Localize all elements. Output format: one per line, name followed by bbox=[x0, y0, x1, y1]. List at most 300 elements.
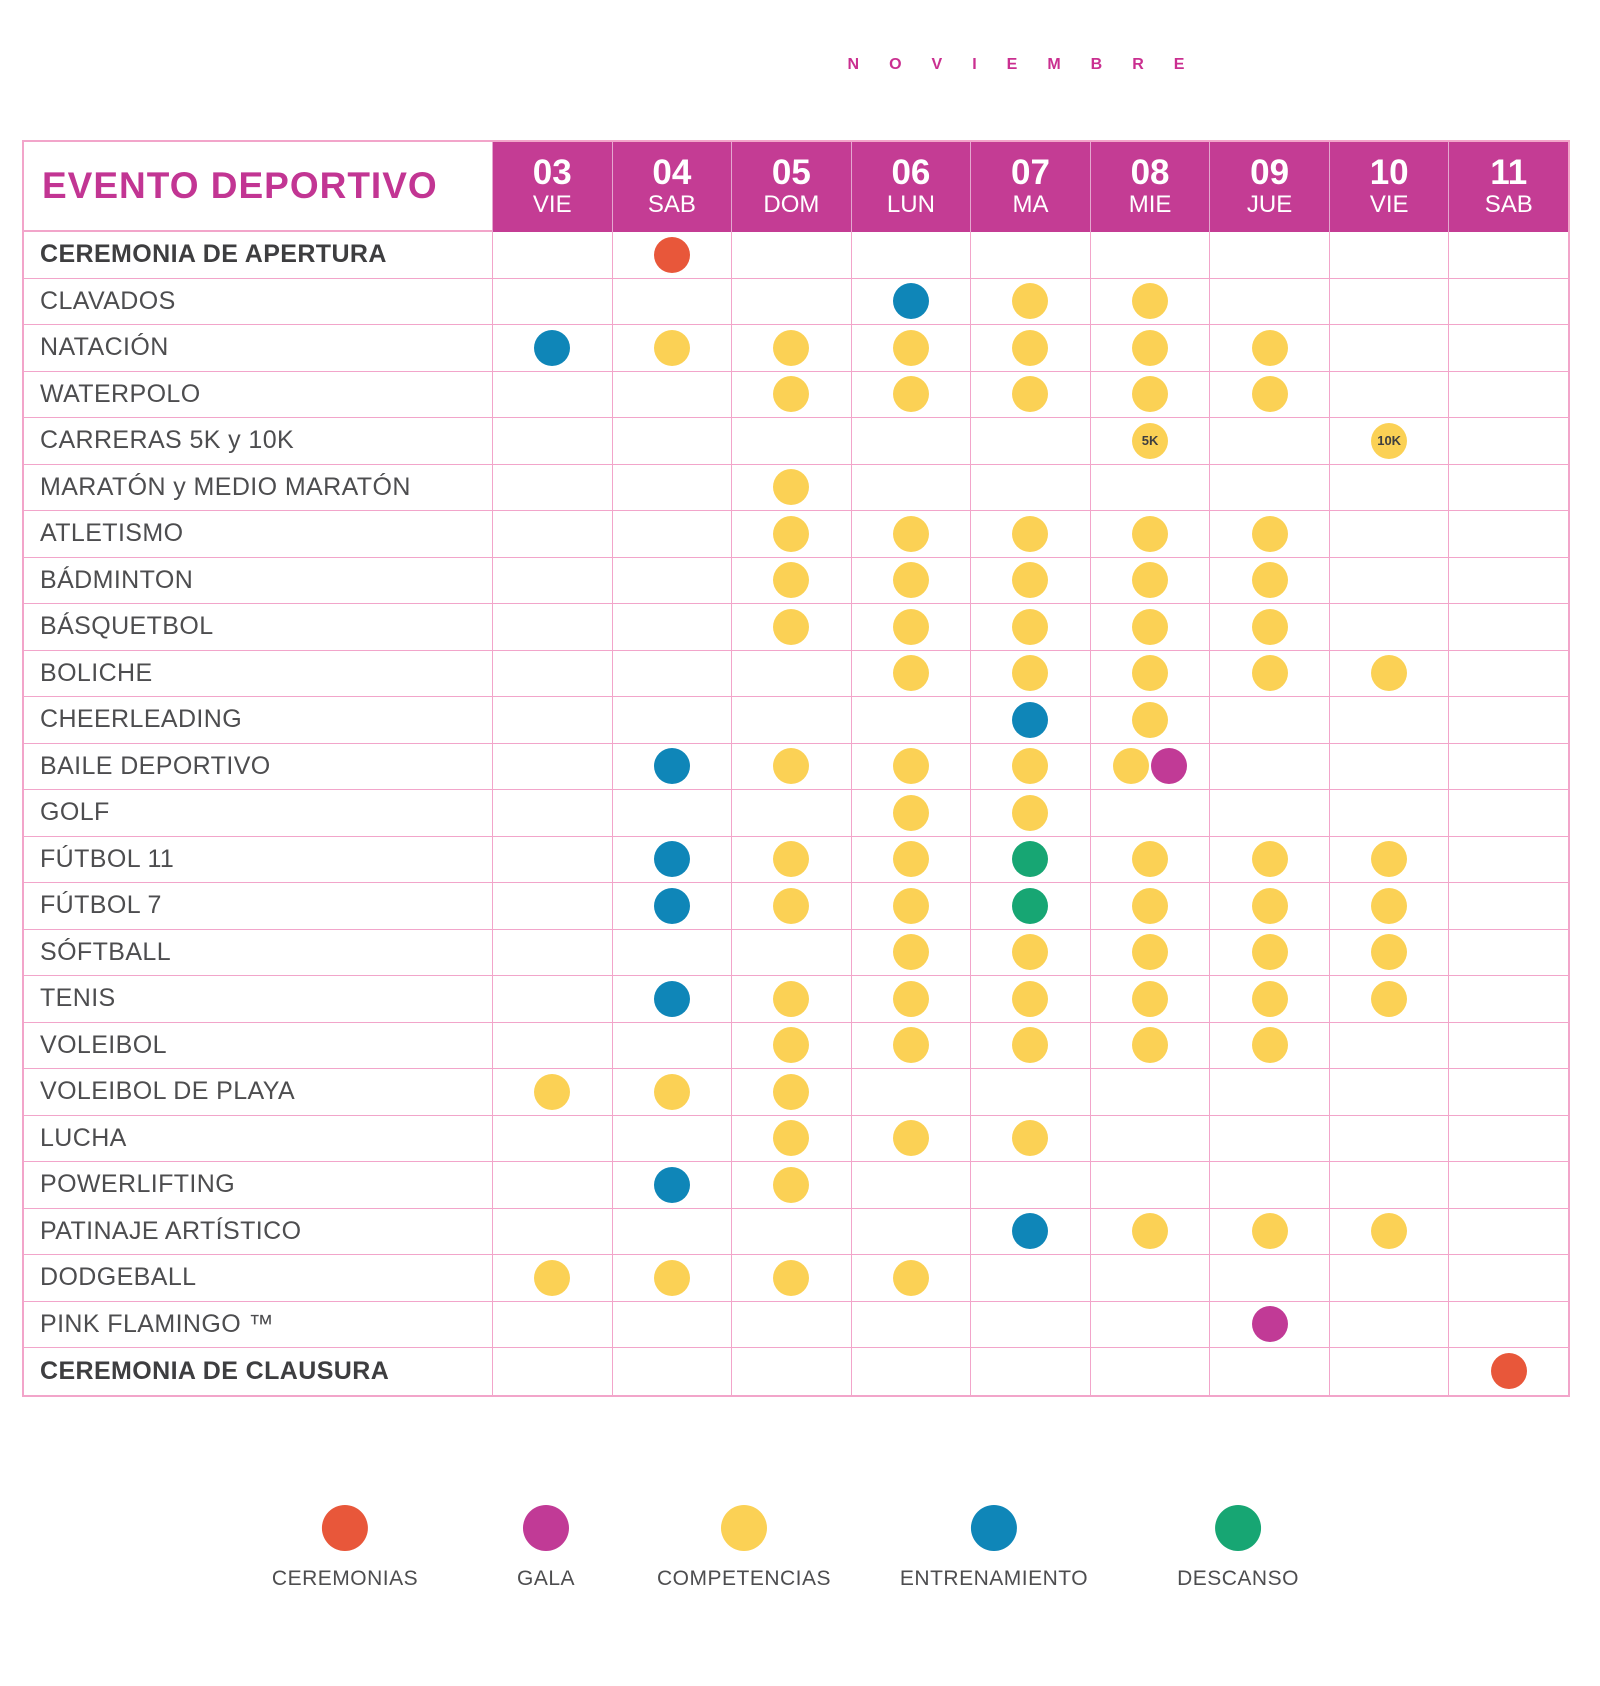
legend-item-entrenamiento bbox=[900, 1505, 1088, 1591]
row-label: LUCHA bbox=[24, 1116, 492, 1163]
day-cell bbox=[492, 279, 612, 326]
competencia-dot bbox=[1132, 376, 1168, 412]
day-cell bbox=[612, 325, 732, 372]
day-cell bbox=[1329, 1162, 1449, 1209]
competencia-dot bbox=[893, 655, 929, 691]
competencia-dot bbox=[1132, 841, 1168, 877]
day-cell bbox=[1209, 790, 1329, 837]
day-cell bbox=[1090, 232, 1210, 279]
competencia-dot bbox=[1371, 841, 1407, 877]
day-of-week: SAB bbox=[1484, 191, 1533, 219]
day-cell bbox=[1209, 232, 1329, 279]
day-cell bbox=[970, 1302, 1090, 1349]
day-cell bbox=[1090, 697, 1210, 744]
table-row bbox=[24, 1348, 1568, 1395]
day-cell bbox=[731, 604, 851, 651]
row-label: VOLEIBOL DE PLAYA bbox=[24, 1069, 492, 1116]
day-cell bbox=[612, 790, 732, 837]
day-cell bbox=[1448, 558, 1568, 605]
competencia-dot bbox=[773, 376, 809, 412]
day-cell bbox=[1448, 1162, 1568, 1209]
day-cell bbox=[851, 1116, 971, 1163]
day-cell bbox=[1329, 558, 1449, 605]
day-cell bbox=[1329, 976, 1449, 1023]
competencia-dot bbox=[534, 1260, 570, 1296]
competencia-legend-dot bbox=[721, 1505, 767, 1551]
competencia-dot: 10K bbox=[1371, 423, 1407, 459]
competencia-dot bbox=[773, 748, 809, 784]
day-cell bbox=[851, 1162, 971, 1209]
day-cell bbox=[731, 744, 851, 791]
day-cell bbox=[970, 1023, 1090, 1070]
day-of-week: MA bbox=[1012, 191, 1049, 219]
day-cell bbox=[851, 837, 971, 884]
competencia-dot bbox=[1252, 330, 1288, 366]
day-cell bbox=[1209, 325, 1329, 372]
row-label: MARATÓN y MEDIO MARATÓN bbox=[24, 465, 492, 512]
competencia-dot bbox=[773, 1260, 809, 1296]
table-row bbox=[24, 651, 1568, 698]
row-label: SÓFTBALL bbox=[24, 930, 492, 977]
day-cell bbox=[731, 1069, 851, 1116]
day-cell bbox=[1448, 1209, 1568, 1256]
day-cell bbox=[1209, 1069, 1329, 1116]
day-cell bbox=[970, 279, 1090, 326]
competencia-dot bbox=[1132, 330, 1168, 366]
day-cell bbox=[731, 418, 851, 465]
day-cell bbox=[731, 1302, 851, 1349]
day-cell bbox=[851, 511, 971, 558]
competencia-dot bbox=[1371, 934, 1407, 970]
day-cell bbox=[1448, 837, 1568, 884]
day-cell bbox=[1209, 372, 1329, 419]
legend-label: CEREMONIAS bbox=[271, 1567, 419, 1590]
day-cell bbox=[612, 1023, 732, 1070]
day-cell bbox=[1329, 930, 1449, 977]
row-label: BÁDMINTON bbox=[24, 558, 492, 605]
day-cell bbox=[1329, 604, 1449, 651]
day-header-05 bbox=[731, 142, 851, 232]
day-cell bbox=[612, 883, 732, 930]
day-cell bbox=[1209, 1302, 1329, 1349]
day-cell bbox=[731, 976, 851, 1023]
day-cell bbox=[1448, 930, 1568, 977]
competencia-dot bbox=[773, 562, 809, 598]
day-cell bbox=[492, 837, 612, 884]
competencia-dot bbox=[893, 795, 929, 831]
legend-label: GALA bbox=[516, 1567, 576, 1590]
day-cell bbox=[1329, 1116, 1449, 1163]
day-cell bbox=[970, 1348, 1090, 1395]
row-label: BOLICHE bbox=[24, 651, 492, 698]
day-header-11 bbox=[1448, 142, 1568, 232]
day-number: 09 bbox=[1250, 153, 1290, 193]
row-label: WATERPOLO bbox=[24, 372, 492, 419]
competencia-dot bbox=[893, 841, 929, 877]
day-cell bbox=[1448, 651, 1568, 698]
day-of-week: DOM bbox=[763, 191, 820, 219]
day-cell bbox=[1090, 1023, 1210, 1070]
competencia-dot bbox=[1252, 376, 1288, 412]
row-label: CARRERAS 5K y 10K bbox=[24, 418, 492, 465]
day-cell bbox=[1329, 279, 1449, 326]
day-cell bbox=[1209, 279, 1329, 326]
day-cell bbox=[492, 790, 612, 837]
day-cell bbox=[492, 744, 612, 791]
day-cell bbox=[851, 1069, 971, 1116]
day-cell bbox=[1209, 697, 1329, 744]
competencia-dot bbox=[534, 1074, 570, 1110]
day-cell bbox=[970, 511, 1090, 558]
row-label: ATLETISMO bbox=[24, 511, 492, 558]
table-row bbox=[24, 1116, 1568, 1163]
day-cell bbox=[731, 1209, 851, 1256]
competencia-dot bbox=[1012, 934, 1048, 970]
competencia-dot bbox=[893, 888, 929, 924]
table-row bbox=[24, 465, 1568, 512]
entrenamiento-dot bbox=[893, 283, 929, 319]
day-cell bbox=[1209, 1209, 1329, 1256]
day-cell bbox=[1448, 1255, 1568, 1302]
day-cell bbox=[1329, 1209, 1449, 1256]
competencia-dot bbox=[773, 841, 809, 877]
day-cell bbox=[612, 604, 732, 651]
competencia-dot bbox=[1132, 609, 1168, 645]
competencia-dot bbox=[654, 1074, 690, 1110]
day-cell bbox=[851, 1348, 971, 1395]
day-header-03 bbox=[492, 142, 612, 232]
day-cell bbox=[612, 232, 732, 279]
day-number: 11 bbox=[1490, 153, 1528, 193]
day-of-week: MIE bbox=[1128, 191, 1172, 219]
day-cell bbox=[1329, 1348, 1449, 1395]
day-cell bbox=[731, 232, 851, 279]
day-cell bbox=[492, 511, 612, 558]
day-cell bbox=[1090, 744, 1210, 791]
row-label: PATINAJE ARTÍSTICO bbox=[24, 1209, 492, 1256]
day-cell bbox=[731, 930, 851, 977]
day-cell bbox=[1209, 1116, 1329, 1163]
day-cell bbox=[970, 465, 1090, 512]
entrenamiento-dot bbox=[534, 330, 570, 366]
competencia-dot bbox=[1252, 609, 1288, 645]
day-cell bbox=[612, 1162, 732, 1209]
table-row bbox=[24, 279, 1568, 326]
day-cell bbox=[1090, 651, 1210, 698]
row-label: DODGEBALL bbox=[24, 1255, 492, 1302]
day-cell bbox=[1209, 558, 1329, 605]
day-cell bbox=[731, 558, 851, 605]
day-cell bbox=[612, 558, 732, 605]
day-number: 04 bbox=[652, 153, 692, 193]
day-cell bbox=[1090, 1162, 1210, 1209]
day-cell bbox=[1090, 1069, 1210, 1116]
day-cell bbox=[731, 372, 851, 419]
day-cell bbox=[1090, 1255, 1210, 1302]
day-cell bbox=[1209, 744, 1329, 791]
day-cell bbox=[1448, 604, 1568, 651]
day-cell bbox=[851, 1209, 971, 1256]
day-header-04 bbox=[612, 142, 732, 232]
day-cell bbox=[1448, 744, 1568, 791]
row-label: CHEERLEADING bbox=[24, 697, 492, 744]
table-row bbox=[24, 1209, 1568, 1256]
competencia-dot bbox=[1252, 841, 1288, 877]
day-cell bbox=[492, 1348, 612, 1395]
day-cell bbox=[1448, 1116, 1568, 1163]
competencia-dot bbox=[1012, 1120, 1048, 1156]
day-cell bbox=[731, 883, 851, 930]
competencia-dot bbox=[893, 1120, 929, 1156]
table-row bbox=[24, 511, 1568, 558]
competencia-dot bbox=[1132, 655, 1168, 691]
day-number: 05 bbox=[771, 153, 811, 193]
day-cell bbox=[731, 697, 851, 744]
competencia-dot bbox=[1252, 655, 1288, 691]
day-cell bbox=[1090, 604, 1210, 651]
competencia-dot bbox=[773, 1074, 809, 1110]
competencia-dot bbox=[1132, 562, 1168, 598]
day-cell bbox=[1329, 744, 1449, 791]
day-cell bbox=[492, 232, 612, 279]
competencia-dot bbox=[1252, 1213, 1288, 1249]
day-cell bbox=[1090, 1348, 1210, 1395]
day-cell bbox=[612, 465, 732, 512]
day-cell bbox=[492, 558, 612, 605]
day-cell bbox=[851, 279, 971, 326]
ceremonia-dot bbox=[654, 237, 690, 273]
ceremonia-legend-dot bbox=[322, 1505, 368, 1551]
day-cell bbox=[1329, 372, 1449, 419]
row-label: CLAVADOS bbox=[24, 279, 492, 326]
day-cell bbox=[612, 837, 732, 884]
competencia-dot bbox=[1132, 934, 1168, 970]
day-header-10 bbox=[1329, 142, 1449, 232]
day-cell bbox=[492, 1116, 612, 1163]
table-row bbox=[24, 325, 1568, 372]
day-cell bbox=[731, 1255, 851, 1302]
table-row bbox=[24, 232, 1568, 279]
day-cell bbox=[1209, 1255, 1329, 1302]
competencia-dot bbox=[773, 1120, 809, 1156]
competencia-dot bbox=[893, 1260, 929, 1296]
day-cell bbox=[1090, 325, 1210, 372]
event-column-header-label: EVENTO DEPORTIVO bbox=[42, 165, 438, 206]
competencia-dot bbox=[1132, 1027, 1168, 1063]
entrenamiento-legend-dot bbox=[971, 1505, 1017, 1551]
day-cell bbox=[492, 418, 612, 465]
legend bbox=[0, 1505, 1600, 1625]
competencia-dot bbox=[773, 609, 809, 645]
day-cell bbox=[1329, 325, 1449, 372]
day-cell bbox=[492, 697, 612, 744]
competencia-dot bbox=[893, 748, 929, 784]
day-cell bbox=[612, 1069, 732, 1116]
day-cell bbox=[612, 1348, 732, 1395]
competencia-dot bbox=[1252, 981, 1288, 1017]
day-cell bbox=[612, 372, 732, 419]
day-cell bbox=[970, 1069, 1090, 1116]
day-cell bbox=[1448, 883, 1568, 930]
day-cell bbox=[1209, 511, 1329, 558]
competencia-dot bbox=[1371, 981, 1407, 1017]
day-cell bbox=[492, 372, 612, 419]
day-cell bbox=[851, 883, 971, 930]
entrenamiento-dot bbox=[654, 841, 690, 877]
day-cell bbox=[1090, 465, 1210, 512]
legend-label: COMPETENCIAS bbox=[656, 1567, 832, 1590]
gala-dot bbox=[1151, 748, 1187, 784]
entrenamiento-dot bbox=[654, 981, 690, 1017]
day-cell bbox=[970, 604, 1090, 651]
row-label: VOLEIBOL bbox=[24, 1023, 492, 1070]
day-cell bbox=[1090, 930, 1210, 977]
day-cell bbox=[851, 651, 971, 698]
day-cell bbox=[492, 976, 612, 1023]
competencia-dot bbox=[773, 1167, 809, 1203]
table-row bbox=[24, 558, 1568, 605]
legend-item-competencia bbox=[657, 1505, 831, 1591]
day-cell bbox=[492, 1255, 612, 1302]
day-cell bbox=[1448, 976, 1568, 1023]
day-cell bbox=[731, 279, 851, 326]
day-number: 06 bbox=[891, 153, 931, 193]
day-cell bbox=[851, 1255, 971, 1302]
competencia-dot bbox=[1012, 330, 1048, 366]
table-row bbox=[24, 744, 1568, 791]
day-cell bbox=[970, 883, 1090, 930]
day-cell bbox=[1090, 1116, 1210, 1163]
competencia-dot bbox=[893, 330, 929, 366]
row-label: CEREMONIA DE CLAUSURA bbox=[40, 1356, 390, 1385]
competencia-dot bbox=[773, 516, 809, 552]
day-cell bbox=[1209, 604, 1329, 651]
day-cell bbox=[851, 744, 971, 791]
day-cell bbox=[1448, 232, 1568, 279]
descanso-dot bbox=[1012, 841, 1048, 877]
day-cell bbox=[1329, 232, 1449, 279]
day-cell bbox=[1329, 790, 1449, 837]
competencia-dot bbox=[1012, 748, 1048, 784]
month-title: NOVIEMBRE bbox=[847, 56, 1215, 73]
entrenamiento-dot bbox=[654, 748, 690, 784]
day-cell bbox=[1329, 883, 1449, 930]
table-row bbox=[24, 1069, 1568, 1116]
day-cell bbox=[612, 511, 732, 558]
day-header-08 bbox=[1090, 142, 1210, 232]
day-cell bbox=[1448, 790, 1568, 837]
day-cell bbox=[492, 1069, 612, 1116]
day-cell bbox=[731, 790, 851, 837]
day-number: 03 bbox=[532, 153, 572, 193]
day-cell bbox=[1448, 372, 1568, 419]
day-cell bbox=[851, 604, 971, 651]
competencia-dot bbox=[893, 934, 929, 970]
competencia-dot bbox=[654, 1260, 690, 1296]
competencia-dot bbox=[1132, 888, 1168, 924]
competencia-dot bbox=[1012, 283, 1048, 319]
day-cell bbox=[612, 1116, 732, 1163]
row-label: POWERLIFTING bbox=[24, 1162, 492, 1209]
table-row bbox=[24, 976, 1568, 1023]
table-body bbox=[24, 232, 1568, 1395]
day-cell bbox=[1090, 976, 1210, 1023]
day-cell bbox=[1090, 790, 1210, 837]
day-cell bbox=[970, 1255, 1090, 1302]
competencia-dot bbox=[1012, 795, 1048, 831]
day-cell bbox=[970, 1162, 1090, 1209]
day-cell bbox=[492, 1162, 612, 1209]
day-cell bbox=[1448, 1348, 1568, 1395]
competencia-dot bbox=[893, 1027, 929, 1063]
entrenamiento-dot bbox=[1012, 1213, 1048, 1249]
day-cell bbox=[1090, 1209, 1210, 1256]
day-cell bbox=[970, 1209, 1090, 1256]
day-cell bbox=[1329, 1023, 1449, 1070]
table-row bbox=[24, 372, 1568, 419]
competencia-dot bbox=[1252, 1027, 1288, 1063]
competencia-dot bbox=[893, 609, 929, 645]
day-cell bbox=[492, 604, 612, 651]
day-cell bbox=[1448, 325, 1568, 372]
day-cell bbox=[1329, 651, 1449, 698]
entrenamiento-dot bbox=[654, 888, 690, 924]
day-cell bbox=[612, 744, 732, 791]
table-row bbox=[24, 883, 1568, 930]
day-cell bbox=[851, 465, 971, 512]
row-label: BÁSQUETBOL bbox=[24, 604, 492, 651]
day-cell bbox=[612, 1255, 732, 1302]
day-cell bbox=[851, 1023, 971, 1070]
day-cell bbox=[1090, 1302, 1210, 1349]
day-cell bbox=[851, 1302, 971, 1349]
day-cell bbox=[970, 1116, 1090, 1163]
day-header-06 bbox=[851, 142, 971, 232]
legend-item-gala bbox=[517, 1505, 575, 1591]
competencia-dot bbox=[1132, 981, 1168, 1017]
day-cell bbox=[731, 1348, 851, 1395]
competencia-dot bbox=[1012, 981, 1048, 1017]
competencia-dot: 5K bbox=[1132, 423, 1168, 459]
competencia-dot bbox=[773, 888, 809, 924]
day-cell bbox=[1329, 1302, 1449, 1349]
day-cell bbox=[492, 883, 612, 930]
day-of-week: SAB bbox=[647, 191, 696, 219]
descanso-dot bbox=[1012, 888, 1048, 924]
competencia-dot bbox=[1252, 888, 1288, 924]
day-cell bbox=[612, 697, 732, 744]
day-cell bbox=[970, 976, 1090, 1023]
competencia-dot bbox=[1132, 283, 1168, 319]
event-column-header bbox=[24, 142, 492, 232]
day-cell bbox=[612, 418, 732, 465]
day-of-week: VIE bbox=[1369, 191, 1409, 219]
day-cell bbox=[970, 837, 1090, 884]
day-cell bbox=[731, 651, 851, 698]
competencia-dot bbox=[1113, 748, 1149, 784]
entrenamiento-dot bbox=[654, 1167, 690, 1203]
row-label: BAILE DEPORTIVO bbox=[24, 744, 492, 791]
day-cell bbox=[1090, 279, 1210, 326]
day-cell bbox=[731, 1023, 851, 1070]
day-cell bbox=[492, 1023, 612, 1070]
day-cell bbox=[851, 976, 971, 1023]
day-of-week: LUN bbox=[886, 191, 935, 219]
day-cell bbox=[1448, 418, 1568, 465]
day-cell bbox=[612, 279, 732, 326]
day-cell bbox=[851, 372, 971, 419]
day-cell bbox=[612, 930, 732, 977]
